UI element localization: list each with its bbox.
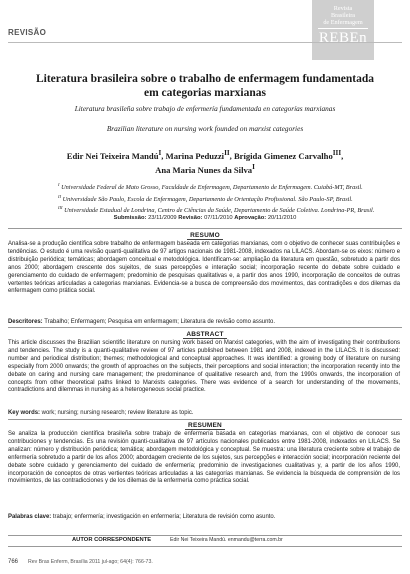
affiliation-text: Universidade Estadual de Londrina, Centro de Ciências da Saúde, Departamento de Saúde Coletiva. Londrina-PR, Brasil. (64, 207, 375, 215)
author-separator: , (341, 150, 344, 161)
author-name: Edir Nei Teixeira Mandú (66, 150, 159, 161)
article-title-spanish: Literatura brasileña sobre trabajo de enfermería fundamentada en categorías marxianas (74, 104, 336, 113)
correspondence-label: AUTOR CORRESPONDENTE (72, 537, 152, 543)
page-footer (8, 559, 153, 565)
page-number: 766 (8, 559, 19, 565)
journal-logo-line: Brasileira (330, 12, 356, 19)
resumo-heading-text: RESUMO (187, 232, 223, 240)
resumen-heading-text: RESUMEN (185, 422, 225, 430)
affiliation-list (58, 181, 378, 216)
author-sup: III (332, 149, 342, 157)
resumen-keywords (8, 514, 400, 522)
abstract-heading (0, 331, 410, 338)
header-divider (8, 42, 402, 43)
article-title-english: Brazilian literature on nursing work founded on marxist categories (106, 124, 304, 133)
affiliation-sup: III (58, 205, 63, 211)
author-sup: I (252, 162, 255, 171)
affiliation-text: Universidade São Paulo, Escola de Enfermagem, Departamento de Orientação Profissional. São Paulo-SP, Brasil. (62, 195, 353, 203)
author-name: Ana Maria Nunes da Silva (155, 164, 253, 175)
author-sup: II (224, 149, 230, 157)
journal-logo-line: de Enfermagem (323, 19, 363, 26)
section-divider (8, 327, 402, 328)
keywords-label: Palabras clave: (8, 514, 52, 520)
resumo-keywords (8, 319, 400, 327)
keywords-label: Descritores: (8, 319, 43, 325)
submission-label: Submissão: (113, 215, 147, 221)
author-name: , Marina Peduzzi (161, 150, 225, 161)
keywords-text: Trabalho; Enfermagem; Pesquisa em enfermagem; Literatura de revisão como assunto. (44, 319, 275, 325)
citation: Rev Bras Enferm, Brasília 2011 jul-ago; 64(4): 766-73. (28, 559, 153, 565)
resumen-body: Se analiza la producción científica brasileña sobre trabajo de enfermería basada en categorías marxianas, con el objetivo de conocer sus contribuciones y tendencias. Es una revisión quanti-cualitativa de 97 artículos nacionales publicados entre 1981-2008, indexados en LILACS. Se analizan: número y distribución periódica; temática; abordagem metodológica y conceptual. Se muestra: una literatura creciente sobre el trabajo de enfermería sobretudo a partir de los años 2000; abordagem creciente de los sujetos, sus percepções e interacción social; incorporación reciente del debate sobre cuidado y gerenciamento del cuidado de enfermería; predominio de investigaciones cualitativas y, a partir de los años 1990, incorporación de conceptos de otras vertientes teóricas articuladas a las categorías marxianas. Se evidencia la búsqueda de comprensión de los movimientos, de las contradicciones y de los dilemas de la enfermería como práctica social. (8, 431, 400, 485)
resumo-heading (0, 232, 410, 239)
resumo-body: Analisa-se a produção científica sobre trabalho de enfermagem baseada em categorias marxianas, com o objetivo de conhecer suas contribuições e tendências. O estudo é uma revisão quanti-qualitativa de 97 artigos nacionais de 1981-2008, indexados na LILACS. Abordam-se os eixos: número e distribuição periódica; temáticas; abordagem conceitual e metodológica. Identificam-se: ampliação da literatura em questão, sobretudo a partir dos anos 2000; abordagem crescente dos sujeitos, de suas percepções e interação social; incorporação recente do debate sobre cuidado e gerenciamento do cuidado de enfermagem; predomínio de pesquisas qualitativas e, a partir dos anos 1990, incorporação de conceitos de outras vertentes teóricas articuladas a categorias marxianas. Evidencia-se a busca de compreensão dos movimentos, das contradições e dos dilemas da enfermagem como prática social. (8, 241, 400, 295)
keywords-label: Key words: (8, 410, 41, 416)
revision-label: Revisão: (178, 215, 203, 221)
abstract-body: This article discusses the Brazilian scientific literature on nursing work based on Marxist categories, with the aim of investigating their contributions and tendencies. The study is a quanti-qualitative review of 97 articles published between 1981 and 2008, indexed in the LILACS. It is discussed: number and periodical distribution; themes; methodological and conceptual approaches. It was identified: a growing body of literature on nursing especially from 2000 onwards; the growth of approaches on the subjects, their perceptions and social interaction; the incorporation recently into the debate on caring and nursing care management; the predominance of qualitative research and, from the 1990s onwards, the incorporation of concepts from other theoretical paths linked to Marxists categories. There was evidence of a search for understanding of the movements, contradictions and dilemmas in nursing as a heterogeneous social practice. (8, 340, 400, 394)
revision-date: 07/11/2010 (204, 215, 233, 221)
submission-date: 23/11/2009 (148, 215, 177, 221)
affiliation-item (58, 181, 378, 193)
correspondence-text: Edir Nei Teixeira Mandú. enmandu@terra.com.br (170, 537, 283, 543)
section-divider (8, 419, 402, 420)
affiliation-sup: I (58, 182, 60, 187)
article-title: Literatura brasileira sobre o trabalho de enfermagem fundamentada em categorias marxianas (35, 73, 375, 99)
author-list (20, 148, 390, 176)
author-name: , Brígida Gimenez Carvalho (229, 150, 333, 161)
abstract-heading-text: ABSTRACT (183, 331, 226, 339)
journal-logo-line: Revista (333, 5, 353, 12)
approval-date: 20/11/2010 (267, 215, 297, 221)
approval-label: Aprovação: (234, 215, 267, 221)
journal-logo-brand: REBEn (318, 30, 368, 46)
journal-logo (312, 0, 374, 60)
keywords-text: trabajo; enfermería; investigación en enfermería; Literatura de revisión como asunto. (52, 514, 276, 520)
affiliation-item (58, 193, 378, 205)
resumen-heading (0, 422, 410, 429)
affiliation-text: Universidade Federal de Mato Grosso, Faculdade de Enfermagem, Departamento de Enfermagem. Cuiabá-MT, Brasil. (61, 184, 363, 192)
keywords-text: work; nursing; nursing research; review literature as topic. (41, 410, 194, 416)
author-sup: I (158, 149, 162, 157)
section-label: REVISÃO (8, 28, 47, 37)
abstract-keywords (8, 410, 400, 418)
submission-dates (20, 215, 390, 221)
affiliation-sup: II (58, 193, 61, 199)
section-divider (8, 228, 402, 229)
